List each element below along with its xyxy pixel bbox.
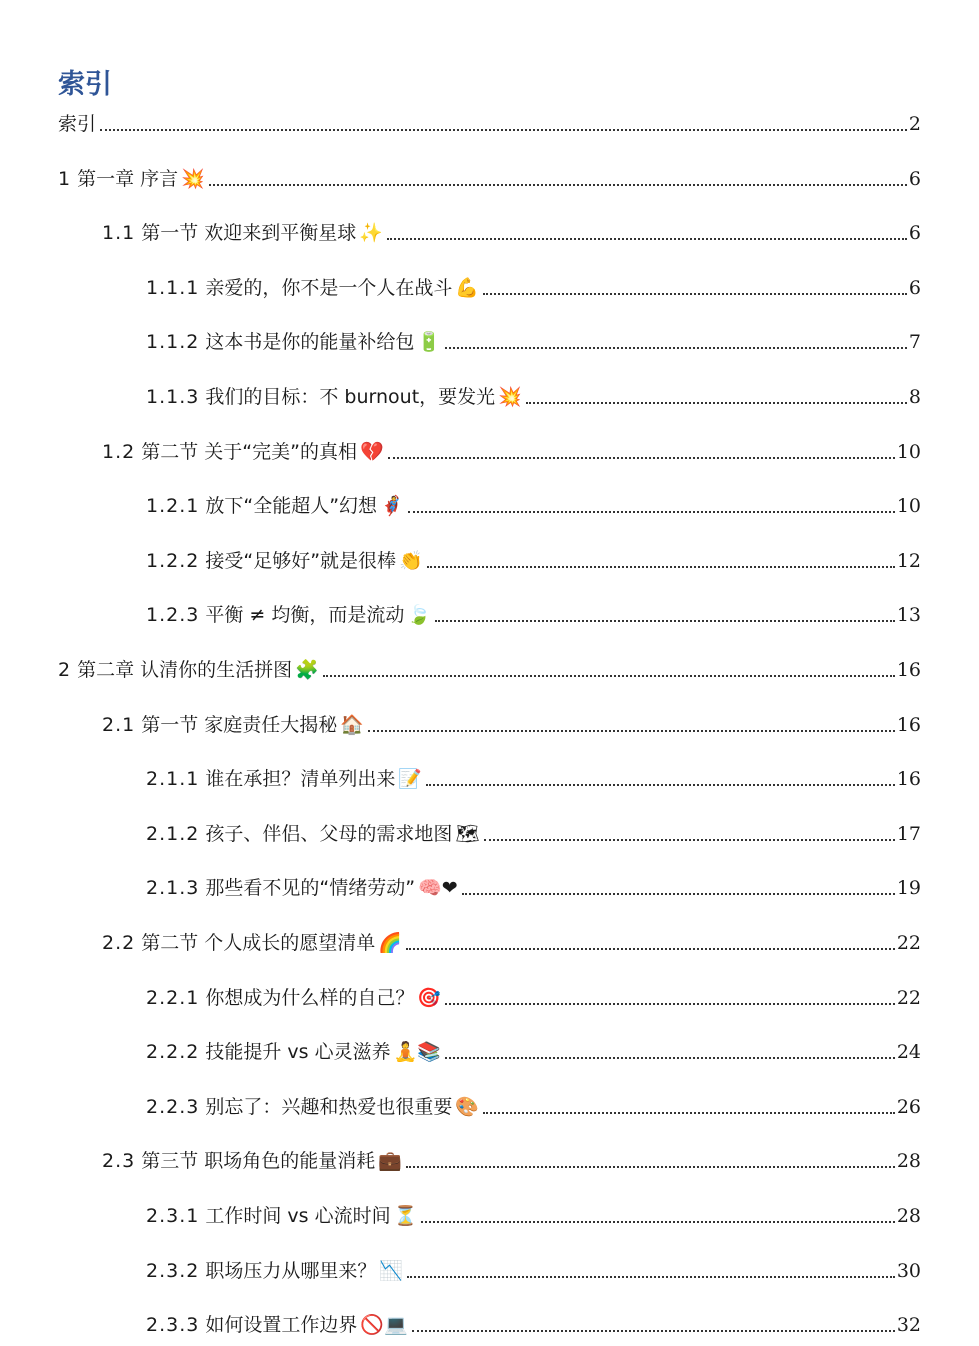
toc-entry[interactable] [146, 1307, 921, 1337]
toc-entry-number: 2.1.2 [146, 823, 200, 845]
toc-page-number: 13 [896, 604, 921, 626]
toc-entry[interactable] [102, 1143, 921, 1173]
toc-page-number: 6 [908, 277, 921, 299]
toc-entry-label: 如何设置工作边界 [205, 1314, 358, 1336]
toc-entry-label: 第一节 欢迎来到平衡星球 [141, 222, 357, 244]
dot-leader [426, 784, 895, 786]
toc-entry-number: 2.2 [102, 932, 136, 954]
emoji-icon: ⏳ [393, 1205, 418, 1227]
dot-leader [483, 1112, 895, 1114]
dot-leader [406, 948, 895, 950]
toc-page-number: 12 [896, 550, 921, 572]
toc-entry[interactable] [146, 488, 921, 518]
dot-leader [462, 893, 895, 895]
toc-entry-number: 1.1 [102, 222, 136, 244]
toc-entry-label: 第一节 家庭责任大揭秘 [141, 714, 338, 736]
toc-entry-number: 1.1.1 [146, 277, 200, 299]
dot-leader [526, 402, 907, 404]
toc-entry-number: 1.1.3 [146, 386, 200, 408]
emoji-icon: 📉 [379, 1260, 404, 1282]
toc-page-number: 6 [908, 168, 921, 190]
toc-entry-title [146, 549, 396, 573]
toc-page-number: 32 [896, 1314, 921, 1336]
toc-page-number: 28 [896, 1205, 921, 1227]
toc-page-number: 10 [896, 495, 921, 517]
toc-entry-title [146, 276, 452, 300]
toc-page-number: 22 [896, 932, 921, 954]
toc-page-number: 17 [896, 823, 921, 845]
toc-entry-label: 接受“足够好”就是很棒 [205, 550, 397, 572]
dot-leader [421, 1221, 895, 1223]
toc-entry[interactable] [146, 270, 921, 300]
toc-entry-title [102, 440, 357, 464]
toc-entry-label: 平衡 ≠ 均衡，而是流动 [205, 604, 405, 626]
toc-entry-number: 2.3.2 [146, 1260, 200, 1282]
emoji-icon: 🚫💻 [360, 1314, 408, 1336]
toc-entry[interactable] [58, 106, 921, 136]
toc-entry-title [146, 822, 452, 846]
toc-entry-title [146, 1313, 357, 1337]
toc-entry-number: 2.3.1 [146, 1205, 200, 1227]
dot-leader [368, 730, 895, 732]
toc-entry[interactable] [102, 707, 921, 737]
toc-entry-number: 1.1.2 [146, 331, 200, 353]
emoji-icon: 👏 [399, 550, 423, 572]
toc-page-number: 19 [896, 877, 921, 899]
emoji-icon: 🍃 [407, 604, 432, 626]
toc-entry-number: 2.2.3 [146, 1096, 200, 1118]
toc-entry-title [146, 603, 404, 627]
toc-entry-number: 1 [58, 168, 72, 190]
toc-entry-number: 2.2.1 [146, 987, 200, 1009]
emoji-icon: 💥 [181, 168, 205, 190]
dot-leader [445, 1003, 895, 1005]
toc-entry[interactable] [146, 816, 921, 846]
toc-entry[interactable] [146, 980, 921, 1010]
toc-entry-title [146, 986, 414, 1010]
toc-page-number: 22 [896, 987, 921, 1009]
emoji-icon: 🗺 [455, 823, 480, 845]
emoji-icon: 🧩 [295, 659, 319, 681]
toc-entry-number: 2.1.3 [146, 877, 200, 899]
dot-leader [387, 238, 907, 240]
toc-entry-title [146, 767, 395, 791]
toc-entry[interactable] [58, 652, 921, 682]
toc-page-number: 16 [896, 659, 921, 681]
toc-entry[interactable] [102, 925, 921, 955]
toc-entry-title [146, 1040, 391, 1064]
toc-entry[interactable] [146, 379, 921, 409]
toc-entry[interactable] [146, 597, 921, 627]
toc-entry-title [146, 1259, 376, 1283]
toc-entry-title [58, 167, 178, 191]
dot-leader [407, 1276, 895, 1278]
toc-entry-title [58, 112, 96, 136]
toc-page-number: 10 [896, 441, 921, 463]
emoji-icon: 📝 [398, 768, 423, 790]
toc-entry-number: 2.3.3 [146, 1314, 200, 1336]
toc-entry[interactable] [146, 324, 921, 354]
dot-leader [484, 839, 895, 841]
toc-entry-label: 职场压力从哪里来？ [205, 1260, 377, 1282]
toc-entry-number: 2.1.1 [146, 768, 200, 790]
dot-leader [408, 511, 895, 513]
toc-entry[interactable] [58, 161, 921, 191]
toc-entry-label: 我们的目标：不 burnout，要发光 [205, 386, 496, 408]
toc-entry-label: 第二节 关于“完美”的真相 [141, 441, 357, 463]
emoji-icon: 🦸 [380, 495, 404, 517]
toc-entry[interactable] [146, 761, 921, 791]
emoji-icon: 🎯 [417, 987, 442, 1009]
toc-page-number: 6 [908, 222, 921, 244]
toc-page-number: 28 [896, 1150, 921, 1172]
toc-entry-label: 技能提升 vs 心灵滋养 [205, 1041, 391, 1063]
emoji-icon: 🏠 [340, 714, 364, 736]
emoji-icon: 🔋 [417, 331, 442, 353]
toc-entry-label: 第二章 认清你的生活拼图 [77, 659, 293, 681]
toc-page-number: 16 [896, 768, 921, 790]
dot-leader [445, 1057, 895, 1059]
toc-entry-title [146, 330, 414, 354]
toc-entry-label: 第三节 职场角色的能量消耗 [141, 1150, 376, 1172]
dot-leader [435, 620, 895, 622]
toc-entry-title [146, 385, 495, 409]
toc-entry-title [102, 221, 356, 245]
toc-page-number: 26 [896, 1096, 921, 1118]
dot-leader [483, 293, 907, 295]
emoji-icon: 🧠❤ [418, 877, 458, 899]
toc-entry-title [146, 1204, 391, 1228]
emoji-icon: 💪 [455, 277, 480, 299]
emoji-icon: 🎨 [455, 1096, 480, 1118]
toc-entry-title [146, 1095, 452, 1119]
toc-page-number: 16 [896, 714, 921, 736]
toc-entry-label: 你想成为什么样的自己？ [205, 987, 415, 1009]
toc-entry-label: 第二节 个人成长的愿望清单 [141, 932, 376, 954]
toc-entry[interactable] [146, 543, 921, 573]
toc-page-number: 2 [908, 113, 921, 135]
emoji-icon: 🌈 [378, 932, 402, 954]
toc-entry[interactable] [102, 215, 921, 245]
toc-entry-label: 索引 [58, 113, 97, 135]
toc-entry[interactable] [146, 1089, 921, 1119]
toc-entry[interactable] [146, 1034, 921, 1064]
toc-entry[interactable] [146, 1198, 921, 1228]
dot-leader [100, 129, 907, 131]
toc-entry-label: 谁在承担？清单列出来 [205, 768, 396, 790]
toc-entry-number: 2 [58, 659, 72, 681]
toc-entry-title [146, 494, 377, 518]
emoji-icon: 💔 [359, 441, 384, 463]
toc-entry-label: 工作时间 vs 心流时间 [205, 1205, 391, 1227]
emoji-icon: 🧘📚 [393, 1041, 441, 1063]
dot-leader [406, 1166, 895, 1168]
toc-entry-title [146, 876, 415, 900]
page-title: 索引 [58, 69, 112, 100]
toc-entry-number: 2.2.2 [146, 1041, 200, 1063]
toc-entry-label: 别忘了：兴趣和热爱也很重要 [205, 1096, 453, 1118]
toc-page-number: 8 [908, 386, 921, 408]
toc-entry-title [102, 931, 375, 955]
dot-leader [388, 457, 895, 459]
toc-entry-label: 孩子、伴侣、父母的需求地图 [205, 823, 453, 845]
toc-page-number: 24 [896, 1041, 921, 1063]
toc-entry-label: 放下“全能超人”幻想 [205, 495, 378, 517]
toc-entry-number: 2.3 [102, 1150, 136, 1172]
toc-entry-label: 亲爱的，你不是一个人在战斗 [205, 277, 453, 299]
emoji-icon: 💥 [498, 386, 522, 408]
dot-leader [323, 675, 895, 677]
emoji-icon: ✨ [359, 222, 383, 244]
dot-leader [209, 184, 907, 186]
emoji-icon: 💼 [378, 1150, 402, 1172]
toc-entry-label: 那些看不见的“情绪劳动” [205, 877, 416, 899]
toc-entry-number: 2.1 [102, 714, 136, 736]
toc-entry-title [102, 713, 337, 737]
toc-entry-number: 1.2.2 [146, 550, 200, 572]
toc-entry-number: 1.2.1 [146, 495, 200, 517]
dot-leader [412, 1330, 895, 1332]
toc-page-number: 7 [908, 331, 921, 353]
dot-leader [427, 566, 895, 568]
dot-leader [445, 347, 907, 349]
toc-entry-label: 这本书是你的能量补给包 [205, 331, 415, 353]
toc-entry-title [58, 658, 292, 682]
toc-entry-number: 1.2 [102, 441, 136, 463]
toc-entry[interactable] [102, 434, 921, 464]
toc-entry[interactable] [146, 870, 921, 900]
toc-page-number: 30 [896, 1260, 921, 1282]
toc-entry-number: 1.2.3 [146, 604, 200, 626]
toc-entry-label: 第一章 序言 [77, 168, 179, 190]
toc-entry[interactable] [146, 1253, 921, 1283]
toc-entry-title [102, 1149, 375, 1173]
